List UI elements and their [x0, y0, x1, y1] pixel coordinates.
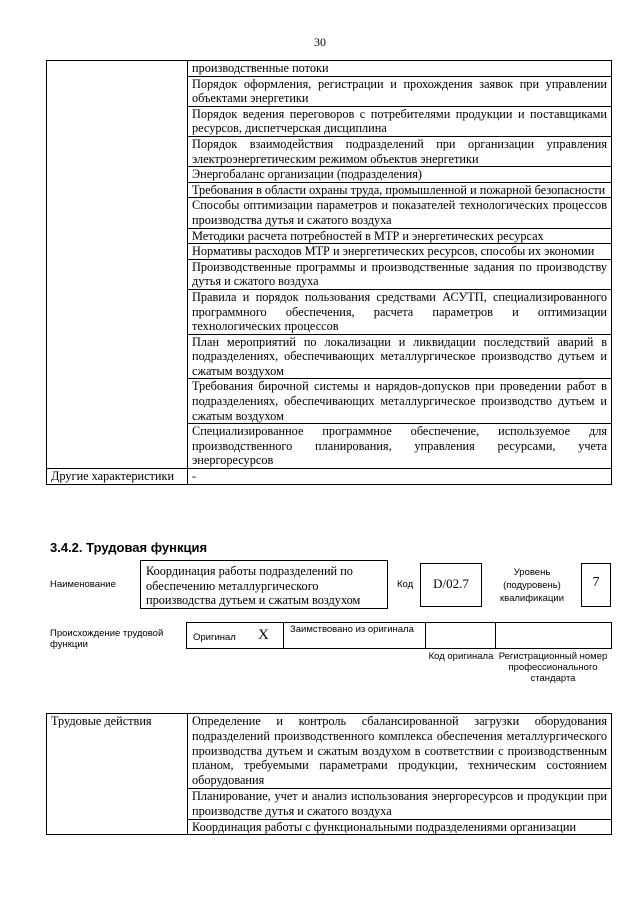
level-label: Уровень (подуровень) квалификации: [499, 567, 565, 604]
function-name: Координация работы подразделений по обеспечению металлургического производства дутьем и сжатым воздухом: [146, 564, 361, 607]
origin-divider-3: [495, 622, 496, 649]
knowledge-item: Требования в области охраны труда, промышленной и пожарной безопасности: [188, 182, 612, 198]
function-name-box: [140, 560, 388, 609]
origin-divider-2: [425, 622, 426, 649]
borrowed-label: Заимствовано из оригинала: [290, 624, 414, 635]
action-item: Определение и контроль сбалансированной загрузки оборудования подразделений производственного комплекса обеспечения металлургического производства дутьем и сжатым воздухом в соответствии с производственным планом, требуемыми параметрами продукции, техническим состоянием оборудования: [188, 714, 612, 789]
reg-number-caption: Регистрационный номер профессионального стандарта: [498, 651, 608, 684]
knowledge-item: Порядок взаимодействия подразделений при организации управления электроэнергетическим режимом объектов энергетики: [188, 136, 612, 166]
origin-divider-1: [283, 622, 284, 649]
knowledge-item: Порядок оформления, регистрации и прохождения заявок при управлении объектами энергетики: [188, 76, 612, 106]
knowledge-item: Порядок ведения переговоров с потребителями продукции и поставщиками ресурсов, диспетчерская дисциплина: [188, 106, 612, 136]
other-characteristics-label: Другие характеристики: [47, 469, 188, 485]
table-row: [47, 469, 612, 485]
code-origin-caption: Код оригинала: [428, 651, 494, 662]
page-number: 30: [314, 35, 326, 49]
knowledge-item: Специализированное программное обеспечение, используемое для производственного планирования, управления ресурсами, учета энергоресурсов: [188, 424, 612, 469]
knowledge-item: Правила и порядок пользования средствами АСУТП, специализированного программного обеспечения, расчета параметров и оптимизации технологических процессов: [188, 289, 612, 334]
knowledge-item: производственные потоки: [188, 61, 612, 77]
level-box: [581, 563, 611, 607]
origin-label: Происхождение трудовой функции: [50, 628, 164, 650]
function-code: D/02.7: [433, 576, 469, 591]
knowledge-label-cell: [47, 61, 188, 469]
action-item: Планирование, учет и анализ использования энергоресурсов и продукции при производстве дутья и сжатого воздуха: [188, 788, 612, 819]
actions-label: Трудовые действия: [47, 714, 188, 835]
knowledge-item: Нормативы расходов МТР и энергетических ресурсов, способы их экономии: [188, 244, 612, 260]
section-title: 3.4.2. Трудовая функция: [50, 540, 208, 555]
original-mark: X: [258, 627, 269, 643]
original-label: Оригинал: [193, 632, 236, 643]
level-value: 7: [592, 575, 600, 590]
knowledge-item: Энергобаланс организации (подразделения): [188, 167, 612, 183]
table-row: [47, 714, 612, 789]
actions-table: [46, 713, 612, 835]
knowledge-item: Методики расчета потребностей в МТР и энергетических ресурсах: [188, 228, 612, 244]
code-label: Код: [397, 579, 414, 590]
knowledge-item: План мероприятий по локализации и ликвидации последствий аварий в подразделениях, обеспечивающих металлургическое производство дутьем и сжатым воздухом: [188, 334, 612, 379]
knowledge-table: [46, 60, 612, 485]
table-row: [47, 61, 612, 77]
knowledge-item: Требования бирочной системы и нарядов-допусков при проведении работ в подразделениях, обеспечивающих металлургическое производство дутьем и сжатым воздухом: [188, 379, 612, 424]
other-characteristics-value: -: [188, 469, 612, 485]
action-item: Координация работы с функциональными подразделениями организации: [188, 819, 612, 835]
name-label: Наименование: [50, 579, 116, 590]
knowledge-item: Способы оптимизации параметров и показателей технологических процессов производства дутья и сжатого воздуха: [188, 198, 612, 228]
knowledge-item: Производственные программы и производственные задания по производству дутья и сжатого воздуха: [188, 259, 612, 289]
function-code-box: [420, 563, 482, 607]
